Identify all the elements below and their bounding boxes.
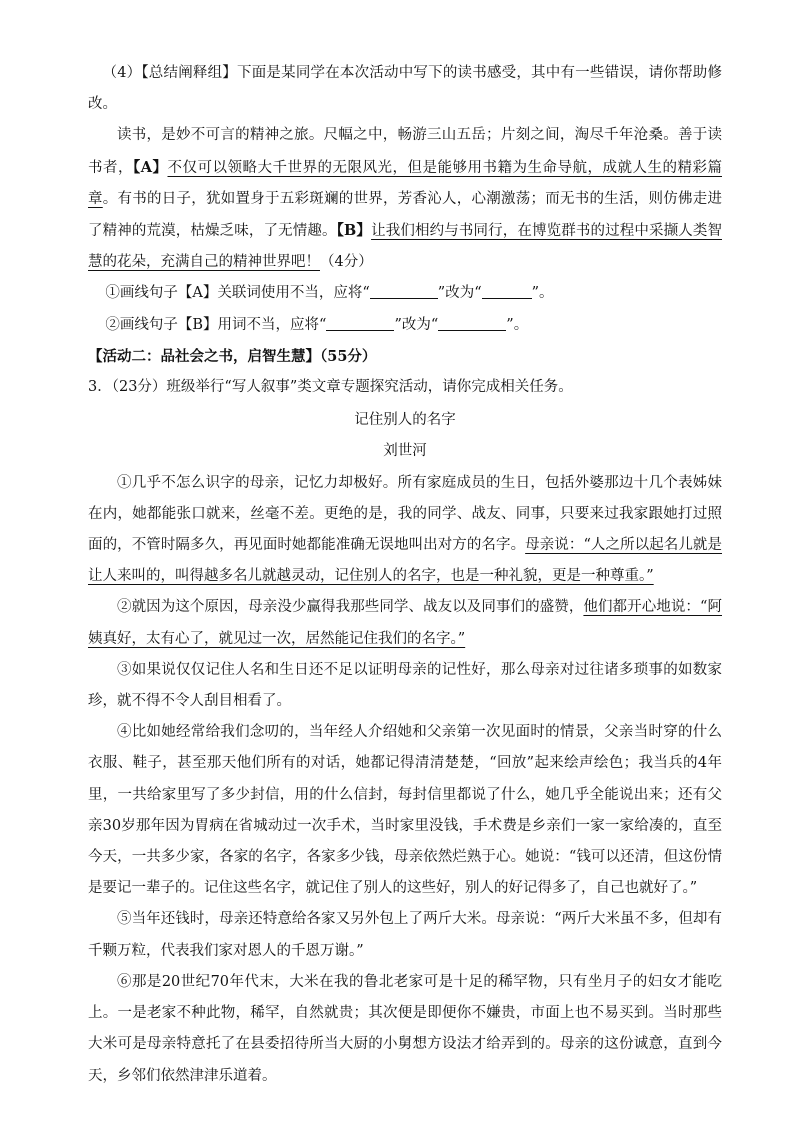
sub-question-1-suffix: ”。 xyxy=(531,285,554,302)
tag-b: 【B】 xyxy=(336,222,372,240)
question-points: （4分） xyxy=(320,254,373,271)
answer-blank[interactable] xyxy=(370,284,438,300)
underlined-sentence-a: 不仅可以领略大千世界的无限风光，但是能够用书籍为生命导航，成就人生的精彩篇章 xyxy=(88,159,722,207)
article-title: 记住别人的名字 xyxy=(354,412,456,429)
reading-reflection-passage xyxy=(88,120,722,278)
question-4-intro: （4）【总结阐释组】下面是某同学在本次活动中写下的读书感受，其中有一些错误，请你帮助修改。 xyxy=(88,65,722,113)
article-paragraph-3: ③如果说仅仅记住人名和生日还不足以证明母亲的记性好，那么母亲对过往诸多琐事的如数家珍，就不得不令人刮目相看了。 xyxy=(88,661,722,710)
sub-question-1-middle: ”改为“ xyxy=(437,285,482,302)
article-paragraph-2 xyxy=(88,592,722,654)
article-paragraph-4: ④比如她经常给我们念叨的，当年经人介绍她和父亲第一次见面时的情景，父亲当时穿的什么衣服、鞋子，甚至那天他们所有的对话，她都记得清清楚楚，“回放”起来绘声绘色；我当兵的4年里，一共给家里写了多少封信，用的什么信封，每封信里都说了什么，她几乎全能说出来；还有父亲30岁那年因为胃病在省城动过一次手术，当时家里没钱，手术费是乡亲们一家一家给凑的，直至今天，一共多少家，各家的名字，各家多少钱，母亲依然烂熟于心。她说：“钱可以还清，但这份情是要记一辈子的。记住这些名字，就记住了别人的这些好，别人的好记得多了，自己也就好了。” xyxy=(88,724,722,897)
article-paragraph-5: ⑤当年还钱时，母亲还特意给各家又另外包上了两斤大米。母亲说：“两斤大米虽不多，但却有千颗万粒，代表我们家对恩人的千恩万谢。” xyxy=(88,911,722,959)
passage-start: 读书，是妙不可言的精神之旅。尺幅之中，畅游三山五岳；片刻之间，淘尽千年沧桑。善于读书者， xyxy=(88,127,722,176)
question-3-intro: 3．（23分）班级举行“写人叙事”类文章专题探究活动，请你完成相关任务。 xyxy=(88,379,573,396)
paragraph-2-text: ②就因为这个原因，母亲没少赢得我那些同学、战友以及同事们的盛赞， xyxy=(117,599,584,616)
article-paragraph-1 xyxy=(88,468,722,593)
paragraph-2-underlined: 他们都开心地说：“阿姨真好，太有心了，就见过一次，居然能记住我们的名字。” xyxy=(88,599,722,647)
answer-blank[interactable] xyxy=(482,284,532,300)
underlined-sentence-b: 让我们相约与书同行，在博览群书的过程中采撷人类智慧的花朵，充满自己的精神世界吧！ xyxy=(88,223,722,271)
sub-question-2-middle: ”改为“ xyxy=(394,316,439,333)
sub-question-1 xyxy=(88,278,722,309)
paragraph-1-underlined: 母亲说：“人之所以起名儿就是让人来叫的，叫得越多名儿就越灵动，记住别人的名字，也是一种礼貌，更是一种尊重。” xyxy=(88,537,722,585)
sub-question-1-prefix: ①画线句子【A】关联词使用不当，应将“ xyxy=(105,285,370,302)
sub-question-2-suffix: ”。 xyxy=(506,316,529,333)
sub-question-2 xyxy=(88,310,722,341)
tag-a: 【A】 xyxy=(133,158,168,176)
passage-middle: 。有书的日子，犹如置身于五彩斑斓的世界，芳香沁人，心潮激荡；而无书的生活，则仿佛走进了精神的荒漠，枯燥乏味，了无情趣。 xyxy=(88,190,722,240)
sub-question-2-prefix: ②画线句子【B】用词不当，应将“ xyxy=(105,316,327,333)
answer-blank[interactable] xyxy=(438,315,506,331)
article-paragraph-6: ⑥那是20世纪70年代末，大米在我的鲁北老家可是十足的稀罕物，只有坐月子的妇女才能吃上。一是老家不种此物，稀罕，自然就贵；其次便是即便你不嫌贵，市面上也不易买到。当时那些大米可是母亲特意托了在县委招待所当大厨的小舅想方设法才给弄到的。母亲的这份诚意，直到今天，乡邻们依然津津乐道着。 xyxy=(88,973,722,1084)
activity-2-heading: 【活动二：品社会之书，启智生慧】（55分） xyxy=(88,347,377,365)
article-author: 刘世河 xyxy=(383,443,427,460)
paragraph-1-text: ①几乎不怎么识字的母亲，记忆力却极好。所有家庭成员的生日，包括外婆那边十几个表姊妹在内，她都能张口就来，丝毫不差。更绝的是，我的同学、战友、同事，只要来过我家跟她打过照面的，不管时隔多久，再见面时她都能准确无误地叫出对方的名字。 xyxy=(88,474,722,554)
answer-blank[interactable] xyxy=(326,315,394,331)
